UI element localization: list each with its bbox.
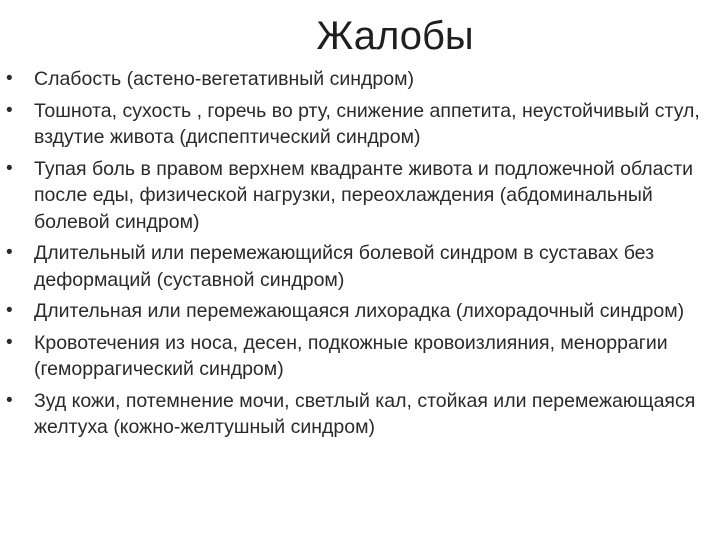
bullet-icon: • (6, 157, 13, 179)
list-item (6, 156, 712, 236)
list-item-text: Зуд кожи, потемнение мочи, светлый кал, стойкая или перемежающаяся желтуха (кожно-желтушный синдром) (34, 389, 696, 438)
bullet-icon: • (6, 242, 13, 263)
list-item (6, 98, 712, 151)
bullet-icon: • (6, 99, 13, 121)
bullet-icon: • (6, 300, 13, 321)
list-item (6, 330, 712, 383)
list-item-text: Слабость (астено-вегетативный синдром) (34, 68, 414, 90)
list-item (6, 388, 712, 441)
bullet-icon: • (6, 331, 13, 353)
list-item-text: Тошнота, сухость , горечь во рту, снижение аппетита, неустойчивый стул, вздутие живота (диспептический синдром) (34, 99, 700, 148)
bullet-icon: • (6, 68, 13, 89)
list-item (6, 240, 712, 293)
list-item (6, 298, 712, 325)
slide-title: Жалобы (316, 14, 474, 58)
list-item-text: Длительный или перемежающийся болевой синдром в суставах без деформаций (суставной синдром) (34, 242, 655, 291)
list-item-text: Длительная или перемежающаяся лихорадка (лихорадочный синдром) (34, 300, 685, 322)
list-item-text: Кровотечения из носа, десен, подкожные кровоизлияния, меноррагии (геморрагический синдром) (34, 331, 668, 380)
list-item (6, 66, 712, 93)
bullet-icon: • (6, 389, 13, 411)
list-item-text: Тупая боль в правом верхнем квадранте живота и подложечной области после еды, физической нагрузки, переохлаждения (абдоминальный болевой синдром) (34, 157, 694, 233)
complaints-list (6, 66, 712, 446)
